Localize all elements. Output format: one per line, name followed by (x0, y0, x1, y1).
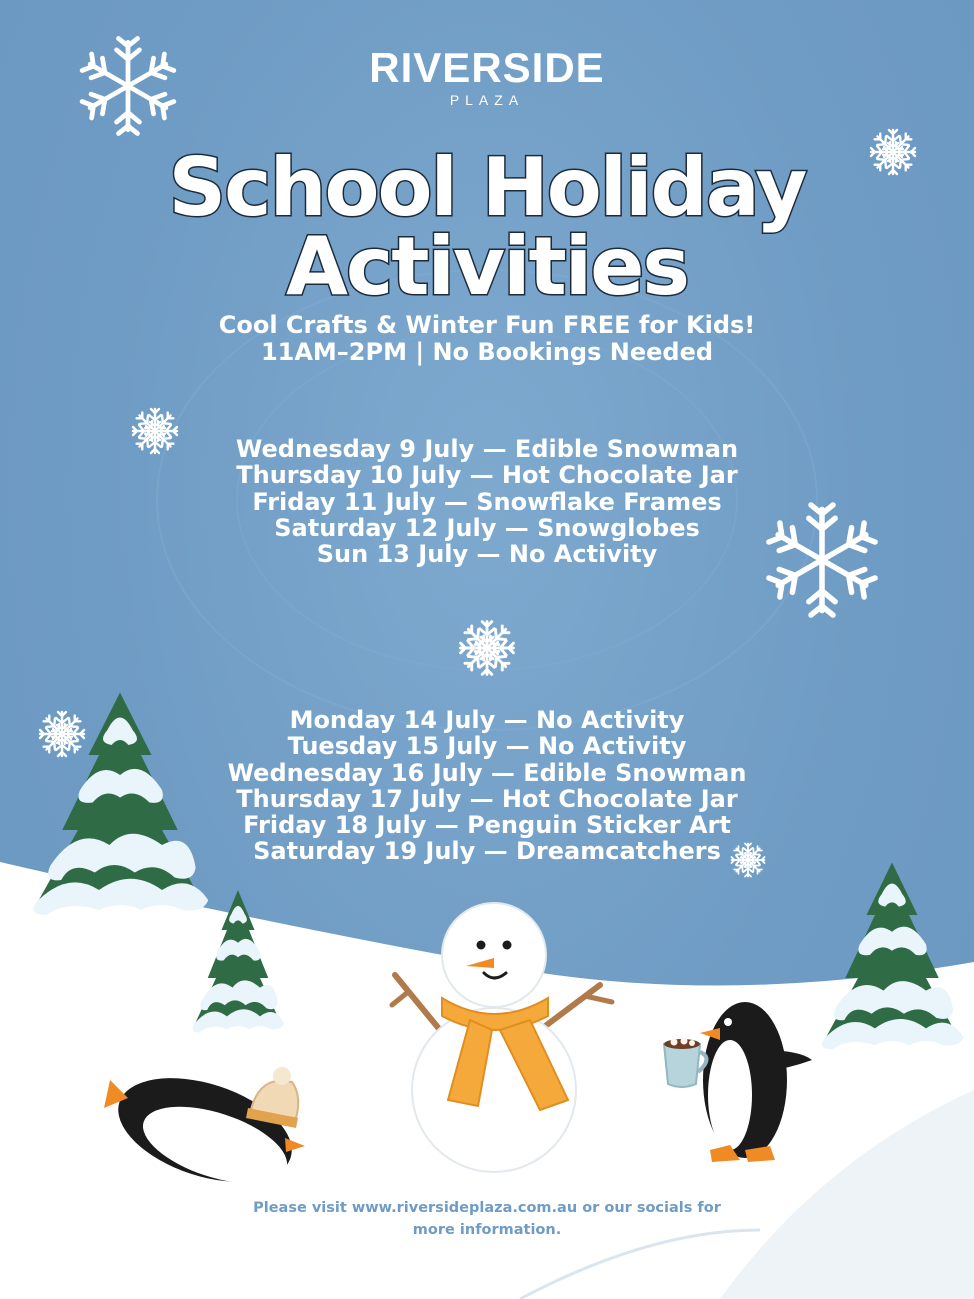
footer-info (0, 1197, 974, 1241)
schedule-item: Wednesday 16 July — Edible Snowman (227, 758, 747, 787)
schedule-item: Wednesday 9 July — Edible Snowman (235, 435, 739, 463)
schedule-item: Friday 11 July — Snowflake Frames (252, 487, 722, 516)
schedule-item: Monday 14 July — No Activity (289, 706, 685, 734)
pine-tree-icon (822, 863, 963, 1050)
schedule-item: Saturday 12 July — Snowglobes (274, 513, 700, 542)
subtitle-line-2: 11AM–2PM | No Bookings Needed (260, 338, 714, 366)
schedule-item: Tuesday 15 July — No Activity (287, 732, 687, 761)
schedule-item: Friday 18 July — Penguin Sticker Art (243, 811, 731, 840)
brand-name: RIVERSIDE (369, 44, 605, 91)
schedule-item: Thursday 10 July — Hot Chocolate Jar (236, 461, 738, 490)
subtitle-line-1: Cool Crafts & Winter Fun FREE for Kids! (218, 311, 756, 339)
footer-line-1: Please visit www.riversideplaza.com.au or our socials for (253, 1200, 721, 1216)
brand-sub: PLAZA (449, 92, 525, 108)
title-line-2: Activities (285, 220, 689, 313)
title-line-1: School Holiday (168, 141, 806, 234)
schedule-item: Sun 13 July — No Activity (316, 540, 658, 569)
schedule-item: Thursday 17 July — Hot Chocolate Jar (236, 784, 738, 813)
snowflake-icon (461, 622, 514, 675)
footer-line-2: more information. (412, 1222, 562, 1238)
brand-logo (0, 44, 974, 108)
schedule-week-2 (0, 707, 974, 865)
schedule-week-1 (0, 436, 974, 567)
schedule-item: Saturday 19 July — Dreamcatchers (253, 837, 721, 866)
